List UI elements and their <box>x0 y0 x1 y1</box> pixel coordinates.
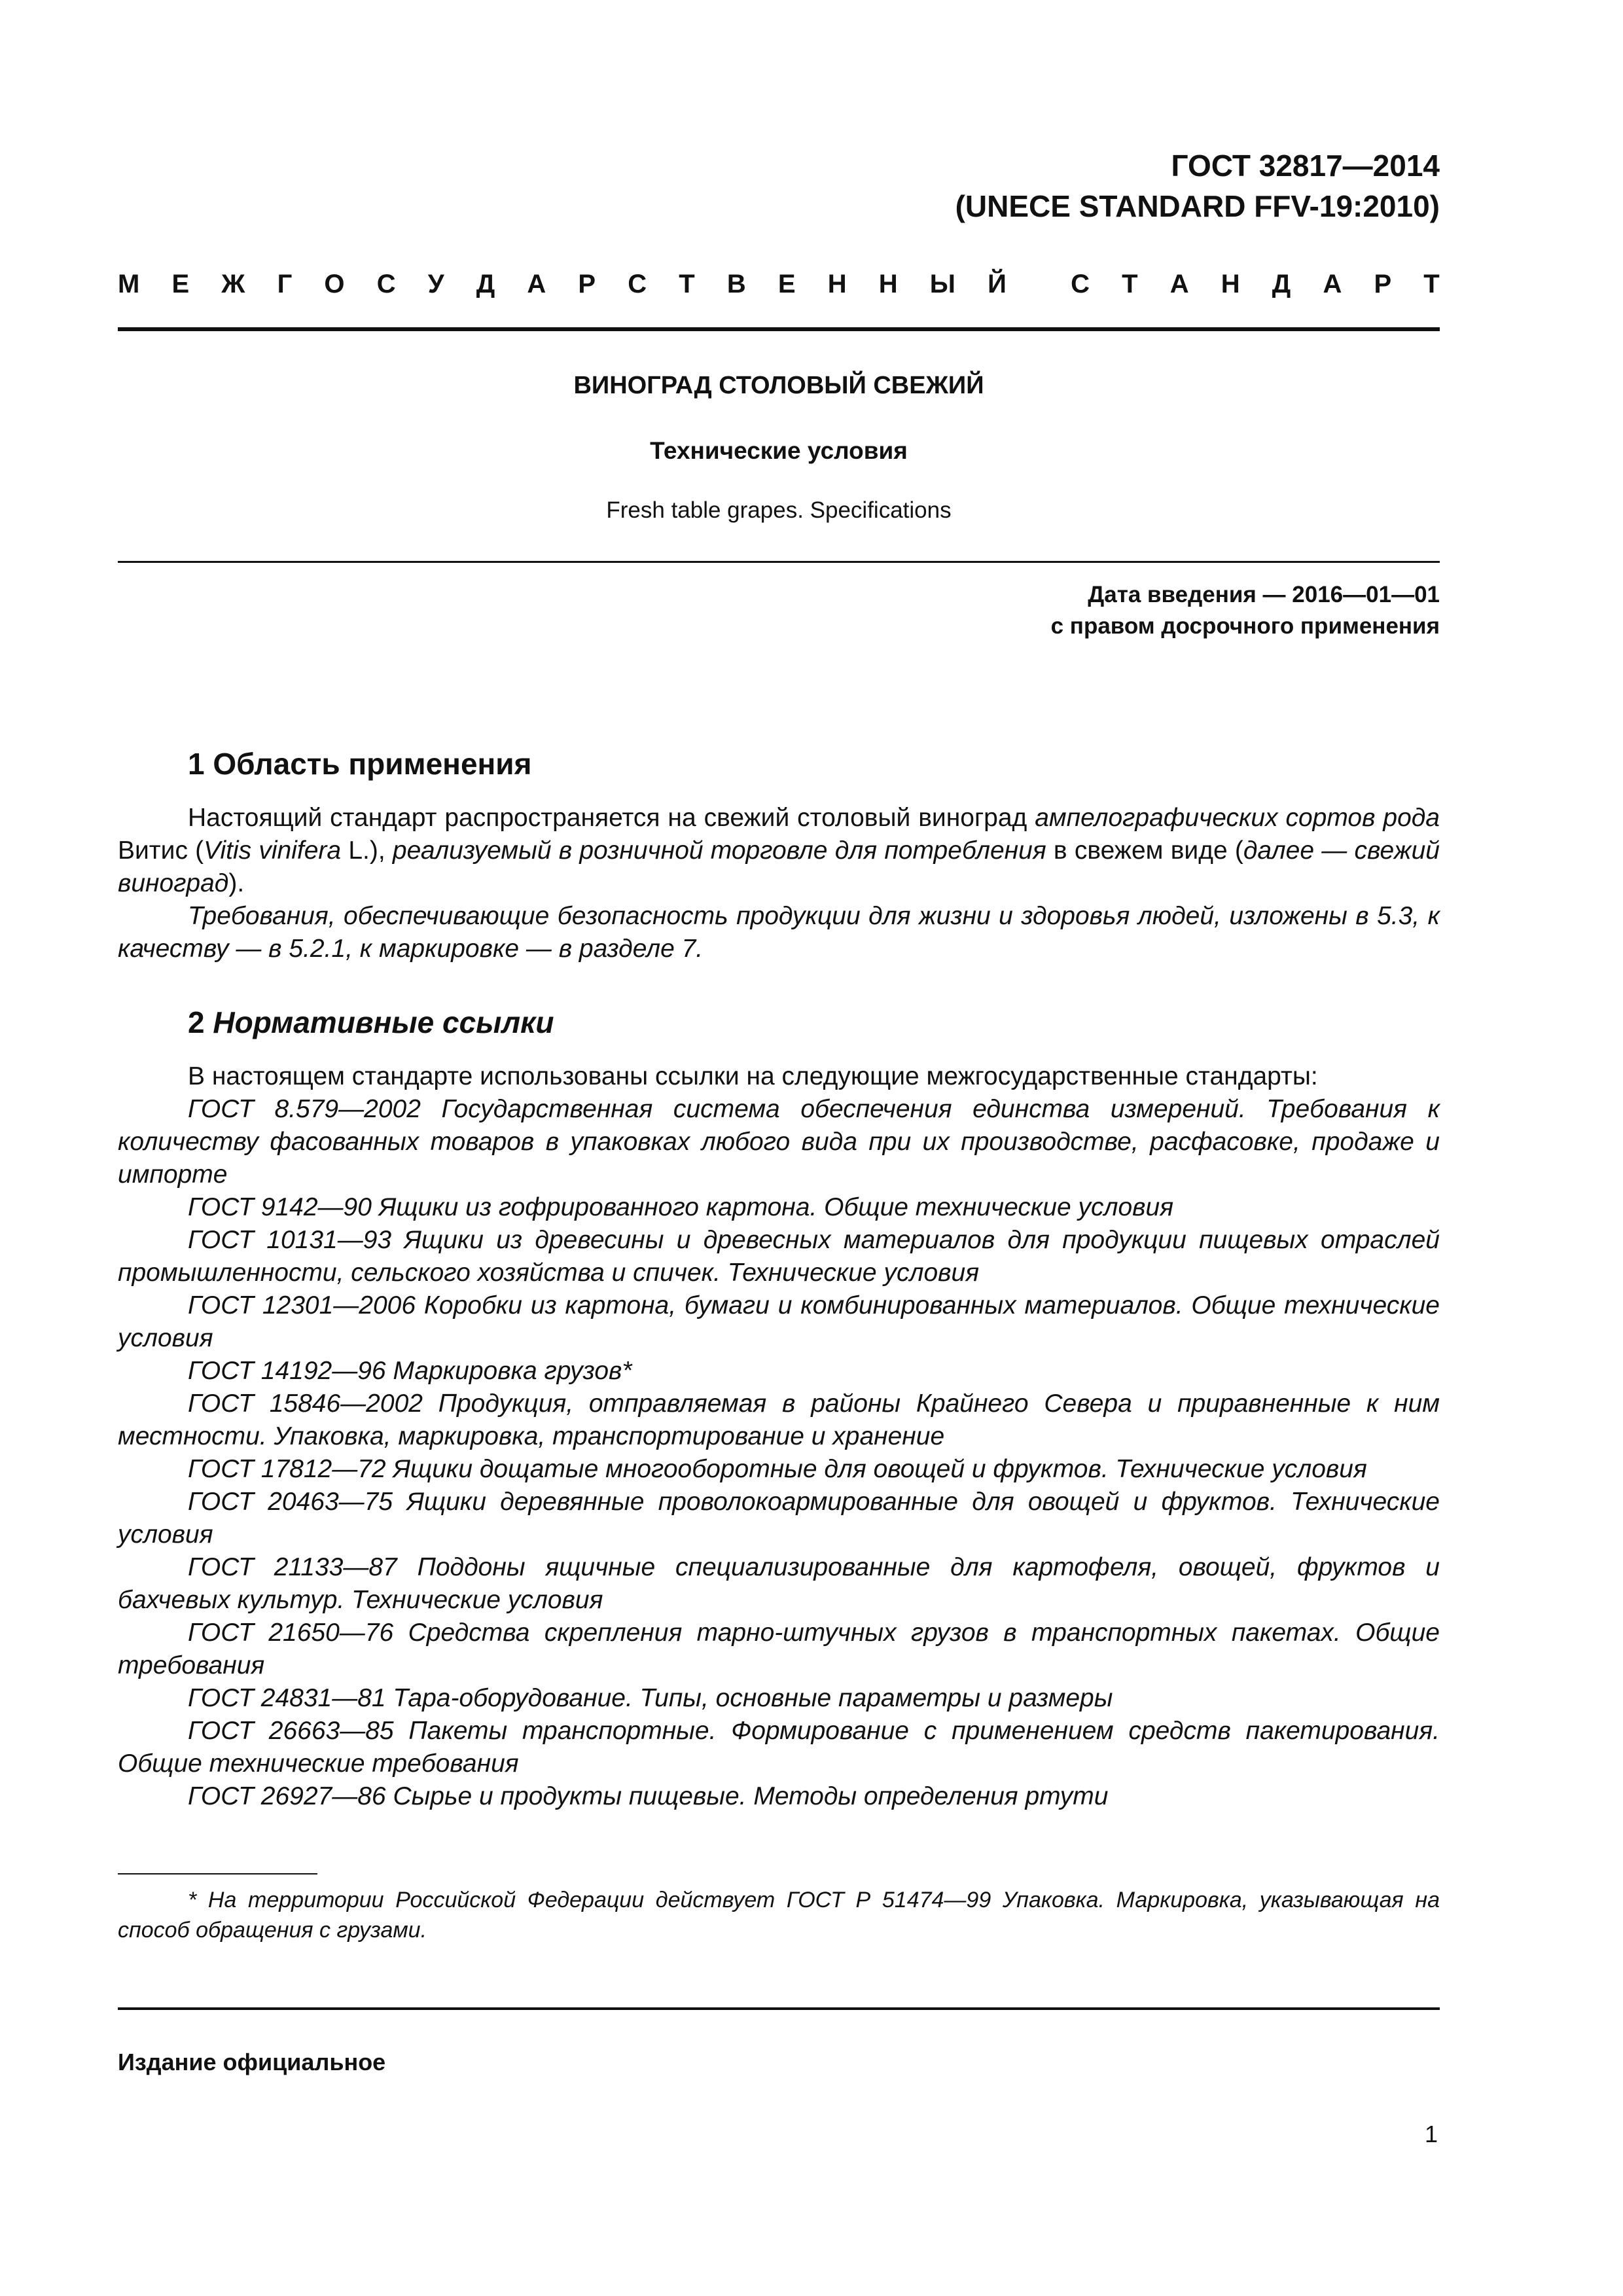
reference-list <box>118 1093 1440 1813</box>
standard-type-letter: Е <box>171 270 190 298</box>
scope-text-run: L.), <box>341 836 393 865</box>
title-rule <box>118 561 1440 563</box>
reference-item: ГОСТ 14192—96 Маркировка грузов* <box>188 1357 632 1385</box>
standard-type-letter: Р <box>578 270 596 298</box>
introduction-date-block <box>1051 579 1440 642</box>
standard-designation <box>955 145 1440 226</box>
gost-number: ГОСТ 32817—2014 <box>1171 149 1440 183</box>
standard-type-letter: А <box>1169 270 1189 298</box>
reference-item: ГОСТ 15846—2002 Продукция, отправляемая в районы Крайнего Севера и приравненные к ним местности. Упаковка, маркировка, транспортирование и хранение <box>118 1390 1440 1450</box>
standard-type-letter: Й <box>988 270 1007 298</box>
requirements-paragraph: Требования, обеспечивающие безопасность продукции для жизни и здоровья людей, изложены в 5.3, к качеству — в 5.2.1, к маркировке — в разделе 7. <box>118 902 1440 963</box>
reference-item: ГОСТ 8.579—2002 Государственная система обеспечения единства измерений. Требования к количеству фасованных товаров в упаковках любого вида при их производстве, расфасовке, продаже и импорте <box>118 1095 1440 1189</box>
standard-type-letter: Н <box>1221 270 1240 298</box>
document-subtitle: Технические условия <box>650 437 908 464</box>
standard-type-letter: Т <box>1423 270 1440 298</box>
standard-type-letter: С <box>628 270 647 298</box>
reference-item: ГОСТ 20463—75 Ящики деревянные проволокоармированные для овощей и фруктов. Технические условия <box>118 1488 1440 1549</box>
standard-type-letter: Ы <box>929 270 955 298</box>
footnote <box>118 1885 1440 1945</box>
section-2-number: 2 <box>188 1005 213 1039</box>
standard-type-letter: Н <box>878 270 898 298</box>
standard-type-letter: Р <box>1374 270 1392 298</box>
scope-text-run: рода <box>1383 804 1440 832</box>
header-rule <box>118 327 1440 331</box>
scope-paragraph <box>118 802 1440 900</box>
reference-item: ГОСТ 21650—76 Средства скрепления тарно-штучных грузов в транспортных пакетах. Общие требования <box>118 1619 1440 1679</box>
page-number: 1 <box>1424 2121 1438 2147</box>
standard-type-letter: Т <box>1122 270 1138 298</box>
introduction-date: Дата введения — 2016—01—01 <box>1088 582 1440 607</box>
scope-text-run: ). <box>228 869 245 897</box>
standard-type-letter: А <box>527 270 546 298</box>
standard-type-letter: А <box>1323 270 1342 298</box>
unece-standard: (UNECE STANDARD FFV-19:2010) <box>955 189 1440 223</box>
standard-type-line <box>118 270 1440 299</box>
reference-item: ГОСТ 12301—2006 Коробки из картона, бумаги и комбинированных материалов. Общие технические условия <box>118 1291 1440 1352</box>
scope-text-run: свежий столовый виноград <box>704 804 1035 832</box>
standard-type-letter: Т <box>679 270 695 298</box>
document-title: ВИНОГРАД СТОЛОВЫЙ СВЕЖИЙ <box>573 372 984 399</box>
official-edition-label: Издание официальное <box>118 2049 386 2075</box>
scope-text-run: ампелографических сортов <box>1035 804 1383 832</box>
standard-type-letter: Н <box>827 270 847 298</box>
standard-type-letter: У <box>427 270 444 298</box>
reference-item: ГОСТ 26663—85 Пакеты транспортные. Формирование с применением средств пакетирования. Общие технические требования <box>118 1717 1440 1778</box>
early-application-note: с правом досрочного применения <box>1050 613 1440 639</box>
reference-item: ГОСТ 10131—93 Ящики из древесины и древесных материалов для продукции пищевых отраслей промышленности, сельского хозяйства и спичек. Технические условия <box>118 1226 1440 1287</box>
section-1-heading: 1 Область применения <box>188 747 532 781</box>
scope-text-run: Витис ( <box>118 836 204 865</box>
references-intro: В настоящем стандарте использованы ссылки на следующие межгосударственные стандарты: <box>188 1062 1318 1090</box>
reference-item: ГОСТ 21133—87 Поддоны ящичные специализированные для картофеля, овощей, фруктов и бахчевых культур. Технические условия <box>118 1553 1440 1614</box>
standard-type-letter: В <box>726 270 746 298</box>
scope-text-run: реализуемый в розничной торговле для потребления <box>392 836 1054 865</box>
reference-item: ГОСТ 26927—86 Сырье и продукты пищевые. Методы определения ртути <box>188 1782 1109 1810</box>
scope-text-run: далее — свежий виноград <box>118 836 1440 897</box>
standard-type-letter: С <box>1071 270 1090 298</box>
section-2-title: Нормативные ссылки <box>213 1005 554 1039</box>
standard-type-letter: С <box>376 270 396 298</box>
standard-type-letter: Е <box>777 270 796 298</box>
scope-text-run: Vitis vinifera <box>204 836 342 865</box>
scope-text-run: Настоящий стандарт распространяется на <box>188 804 704 832</box>
reference-item: ГОСТ 9142—90 Ящики из гофрированного картона. Общие технические условия <box>188 1193 1174 1221</box>
reference-item: ГОСТ 17812—72 Ящики дощатые многооборотные для овощей и фруктов. Технические условия <box>188 1455 1367 1483</box>
reference-item: ГОСТ 24831—81 Тара-оборудование. Типы, основные параметры и размеры <box>188 1684 1113 1712</box>
section-2-body <box>118 1060 1440 1813</box>
section-2-heading <box>188 1005 554 1040</box>
footer-rule <box>118 2007 1440 2010</box>
english-title: Fresh table grapes. Specifications <box>606 497 952 523</box>
standard-type-letter: Д <box>1272 270 1291 298</box>
standard-type-letter: О <box>324 270 345 298</box>
scope-text-run: в свежем виде ( <box>1053 836 1243 865</box>
footnote-separator <box>118 1873 317 1874</box>
standard-type-letter: М <box>118 270 140 298</box>
standard-type-letter: Г <box>277 270 293 298</box>
section-1-body <box>118 802 1440 965</box>
standard-type-letter: Д <box>476 270 495 298</box>
footnote-text: * На территории Российской Федерации действует ГОСТ Р 51474—99 Упаковка. Маркировка, указывающая на способ обращения с грузами. <box>118 1888 1440 1943</box>
standard-type-letter: Ж <box>221 270 245 298</box>
